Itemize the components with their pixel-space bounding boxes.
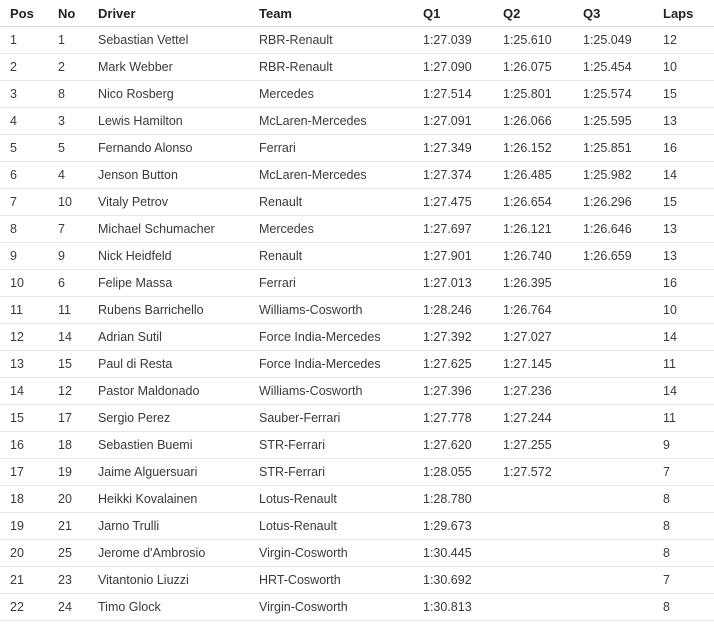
cell-q1: 1:27.625 [413,351,493,378]
cell-laps: 8 [653,513,714,540]
cell-laps: 14 [653,162,714,189]
cell-laps: 12 [653,27,714,54]
cell-team: Renault [249,189,413,216]
cell-laps: 15 [653,189,714,216]
cell-driver: Michael Schumacher [88,216,249,243]
cell-driver: Mark Webber [88,54,249,81]
cell-team: Virgin-Cosworth [249,540,413,567]
cell-pos: 14 [0,378,48,405]
cell-pos: 17 [0,459,48,486]
cell-pos: 15 [0,405,48,432]
cell-laps: 8 [653,486,714,513]
cell-driver: Paul di Resta [88,351,249,378]
cell-pos: 19 [0,513,48,540]
cell-team: Renault [249,243,413,270]
cell-no: 3 [48,108,88,135]
cell-q1: 1:27.091 [413,108,493,135]
cell-laps: 13 [653,216,714,243]
cell-laps: 14 [653,378,714,405]
cell-q3 [573,486,653,513]
cell-pos: 3 [0,81,48,108]
cell-pos: 22 [0,594,48,621]
cell-q1: 1:30.692 [413,567,493,594]
cell-q1: 1:29.673 [413,513,493,540]
cell-q1: 1:28.780 [413,486,493,513]
cell-pos: 1 [0,27,48,54]
cell-no: 5 [48,135,88,162]
cell-pos: 5 [0,135,48,162]
cell-laps: 15 [653,81,714,108]
cell-no: 11 [48,297,88,324]
cell-q1: 1:27.374 [413,162,493,189]
cell-team: RBR-Renault [249,27,413,54]
cell-no: 20 [48,486,88,513]
cell-driver: Sebastien Buemi [88,432,249,459]
cell-q2: 1:26.740 [493,243,573,270]
cell-no: 24 [48,594,88,621]
cell-q2: 1:27.572 [493,459,573,486]
cell-q2: 1:27.236 [493,378,573,405]
cell-pos: 2 [0,54,48,81]
cell-q2: 1:26.764 [493,297,573,324]
cell-q1: 1:27.396 [413,378,493,405]
cell-q2: 1:27.255 [493,432,573,459]
cell-team: Mercedes [249,216,413,243]
cell-driver: Nico Rosberg [88,81,249,108]
cell-driver: Sebastian Vettel [88,27,249,54]
cell-pos: 20 [0,540,48,567]
cell-pos: 21 [0,567,48,594]
cell-q1: 1:27.475 [413,189,493,216]
header-pos: Pos [0,0,48,27]
cell-team: McLaren-Mercedes [249,162,413,189]
cell-team: Force India-Mercedes [249,324,413,351]
cell-team: Williams-Cosworth [249,297,413,324]
cell-team: Ferrari [249,270,413,297]
cell-no: 12 [48,378,88,405]
cell-no: 25 [48,540,88,567]
cell-team: HRT-Cosworth [249,567,413,594]
cell-q1: 1:28.055 [413,459,493,486]
cell-laps: 7 [653,459,714,486]
header-q1: Q1 [413,0,493,27]
cell-driver: Felipe Massa [88,270,249,297]
cell-pos: 7 [0,189,48,216]
cell-pos: 8 [0,216,48,243]
cell-driver: Heikki Kovalainen [88,486,249,513]
cell-driver: Nick Heidfeld [88,243,249,270]
cell-q1: 1:27.697 [413,216,493,243]
table-row [0,297,714,324]
cell-team: Force India-Mercedes [249,351,413,378]
cell-q1: 1:27.090 [413,54,493,81]
header-laps: Laps [653,0,714,27]
cell-no: 9 [48,243,88,270]
cell-q3 [573,513,653,540]
table-row [0,513,714,540]
cell-laps: 10 [653,54,714,81]
cell-q3: 1:26.296 [573,189,653,216]
table-row [0,216,714,243]
cell-driver: Jerome d'Ambrosio [88,540,249,567]
cell-driver: Jenson Button [88,162,249,189]
header-q2: Q2 [493,0,573,27]
cell-q1: 1:27.778 [413,405,493,432]
table-row [0,27,714,54]
cell-q3 [573,405,653,432]
cell-pos: 16 [0,432,48,459]
cell-no: 4 [48,162,88,189]
cell-q2: 1:26.121 [493,216,573,243]
header-row [0,0,714,27]
cell-q2 [493,594,573,621]
cell-q3 [573,594,653,621]
cell-q2 [493,486,573,513]
cell-team: Ferrari [249,135,413,162]
cell-q3 [573,270,653,297]
header-no: No [48,0,88,27]
cell-driver: Vitaly Petrov [88,189,249,216]
cell-laps: 8 [653,540,714,567]
cell-q1: 1:27.514 [413,81,493,108]
cell-driver: Timo Glock [88,594,249,621]
cell-no: 15 [48,351,88,378]
cell-q1: 1:27.392 [413,324,493,351]
cell-q2: 1:27.145 [493,351,573,378]
table-row [0,432,714,459]
cell-driver: Rubens Barrichello [88,297,249,324]
cell-q2: 1:26.485 [493,162,573,189]
table-row [0,162,714,189]
cell-no: 18 [48,432,88,459]
cell-pos: 9 [0,243,48,270]
cell-no: 17 [48,405,88,432]
table-row [0,594,714,621]
header-driver: Driver [88,0,249,27]
cell-q2: 1:25.610 [493,27,573,54]
cell-no: 1 [48,27,88,54]
cell-laps: 7 [653,567,714,594]
cell-laps: 9 [653,432,714,459]
cell-team: STR-Ferrari [249,432,413,459]
table-row [0,189,714,216]
cell-q2: 1:27.027 [493,324,573,351]
header-team: Team [249,0,413,27]
cell-q3: 1:25.049 [573,27,653,54]
cell-laps: 16 [653,270,714,297]
cell-laps: 13 [653,243,714,270]
cell-no: 8 [48,81,88,108]
cell-q2 [493,567,573,594]
table-row [0,54,714,81]
cell-no: 6 [48,270,88,297]
cell-laps: 8 [653,594,714,621]
cell-q3: 1:26.646 [573,216,653,243]
cell-q2: 1:25.801 [493,81,573,108]
table-row [0,378,714,405]
table-row [0,459,714,486]
cell-q2: 1:26.654 [493,189,573,216]
cell-q3 [573,567,653,594]
cell-team: Williams-Cosworth [249,378,413,405]
cell-team: Mercedes [249,81,413,108]
cell-q3: 1:25.595 [573,108,653,135]
cell-q1: 1:27.013 [413,270,493,297]
cell-driver: Fernando Alonso [88,135,249,162]
cell-team: McLaren-Mercedes [249,108,413,135]
cell-pos: 18 [0,486,48,513]
cell-driver: Sergio Perez [88,405,249,432]
cell-laps: 13 [653,108,714,135]
cell-q1: 1:30.445 [413,540,493,567]
table-row [0,405,714,432]
cell-driver: Jarno Trulli [88,513,249,540]
table-row [0,270,714,297]
cell-no: 21 [48,513,88,540]
cell-q1: 1:30.813 [413,594,493,621]
cell-q1: 1:27.349 [413,135,493,162]
cell-q3 [573,432,653,459]
cell-pos: 12 [0,324,48,351]
table-row [0,324,714,351]
cell-pos: 11 [0,297,48,324]
cell-q3 [573,540,653,567]
cell-team: RBR-Renault [249,54,413,81]
cell-q2: 1:26.395 [493,270,573,297]
cell-team: Lotus-Renault [249,513,413,540]
cell-q2: 1:27.244 [493,405,573,432]
cell-q3 [573,351,653,378]
cell-q3: 1:25.851 [573,135,653,162]
cell-no: 7 [48,216,88,243]
cell-laps: 11 [653,351,714,378]
cell-q1: 1:27.039 [413,27,493,54]
cell-driver: Jaime Alguersuari [88,459,249,486]
table-row [0,567,714,594]
cell-pos: 6 [0,162,48,189]
cell-no: 19 [48,459,88,486]
table-row [0,108,714,135]
cell-q1: 1:27.620 [413,432,493,459]
cell-laps: 16 [653,135,714,162]
cell-laps: 11 [653,405,714,432]
results-body [0,27,714,621]
table-row [0,351,714,378]
table-row [0,243,714,270]
cell-q2: 1:26.152 [493,135,573,162]
cell-q2 [493,540,573,567]
cell-no: 14 [48,324,88,351]
table-row [0,81,714,108]
cell-q3 [573,378,653,405]
cell-q2 [493,513,573,540]
cell-team: Virgin-Cosworth [249,594,413,621]
cell-q3: 1:26.659 [573,243,653,270]
table-row [0,486,714,513]
cell-driver: Lewis Hamilton [88,108,249,135]
cell-driver: Vitantonio Liuzzi [88,567,249,594]
cell-team: Lotus-Renault [249,486,413,513]
cell-q2: 1:26.075 [493,54,573,81]
table-row [0,135,714,162]
cell-team: STR-Ferrari [249,459,413,486]
cell-q1: 1:28.246 [413,297,493,324]
cell-laps: 14 [653,324,714,351]
cell-pos: 13 [0,351,48,378]
table-row [0,540,714,567]
cell-no: 10 [48,189,88,216]
cell-no: 2 [48,54,88,81]
cell-q3 [573,297,653,324]
cell-q2: 1:26.066 [493,108,573,135]
cell-laps: 10 [653,297,714,324]
cell-pos: 10 [0,270,48,297]
cell-q3: 1:25.574 [573,81,653,108]
cell-q3: 1:25.454 [573,54,653,81]
cell-driver: Pastor Maldonado [88,378,249,405]
cell-driver: Adrian Sutil [88,324,249,351]
cell-q3: 1:25.982 [573,162,653,189]
header-q3: Q3 [573,0,653,27]
cell-no: 23 [48,567,88,594]
cell-q1: 1:27.901 [413,243,493,270]
cell-pos: 4 [0,108,48,135]
cell-q3 [573,324,653,351]
cell-team: Sauber-Ferrari [249,405,413,432]
cell-q3 [573,459,653,486]
